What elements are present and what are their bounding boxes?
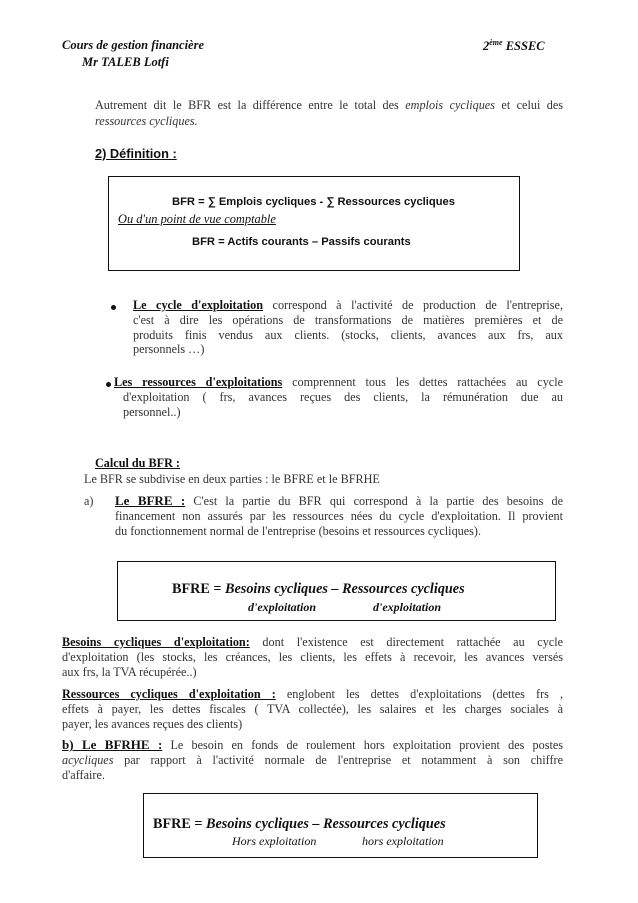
author-name: Mr TALEB Lotfi xyxy=(82,55,169,69)
ressources-line-2: effets à payer, les dettes fiscales ( TVA collectée), les salaires et les charges sociales à xyxy=(62,701,563,716)
intro-text-end: et celui des xyxy=(501,98,564,112)
definition-title: 2) Définition : xyxy=(95,146,177,161)
intro-text-start: Autrement dit le BFR est la différence entre le total des xyxy=(95,98,399,112)
bfre-def-line-2: financement non assurés par les ressources nées du cycle d'exploitation. Il provient xyxy=(115,508,563,523)
bullet-ressources-exploitation xyxy=(114,375,563,419)
calcul-intro: Le BFR se subdivise en deux parties : le BFRE et le BFRHE xyxy=(84,472,380,486)
bfrhe-acycliques: acycliques xyxy=(62,752,114,767)
bullet2-line-2: d'exploitation ( frs, avances reçues des clients, la rémunération due au xyxy=(123,389,563,404)
bfrhe-title: b) Le BFRHE : xyxy=(62,737,163,752)
ressources-exploitations-title: Les ressources d'exploitations xyxy=(114,375,283,389)
cycle-exploitation-title: Le cycle d'exploitation xyxy=(133,298,264,312)
bullet1-line-2: c'est à dire les opérations de transformations de matières premières et de xyxy=(133,312,563,327)
intro-emplois-cycliques: emplois cycliques xyxy=(405,98,495,112)
bfrhe-formula: BFRE = Besoins cycliques – Ressources cycliques xyxy=(153,816,446,832)
bfr-formula-cyclic: BFR = ∑ Emplois cycliques - ∑ Ressources cycliques xyxy=(172,196,456,208)
bfrhe-paragraph xyxy=(62,738,563,782)
comptable-note: Ou d'un point de vue comptable xyxy=(118,212,276,226)
school-name: ESSEC xyxy=(505,39,545,54)
bfre-definition xyxy=(115,494,563,538)
ressources-cycliques-paragraph xyxy=(62,687,563,731)
bullet1-line-1: correspond à l'activité de production de l'entreprise, xyxy=(272,298,564,312)
besoins-cycliques-paragraph xyxy=(62,635,563,679)
bullet-icon xyxy=(106,382,111,387)
bullet-icon xyxy=(111,305,116,310)
besoins-line-3: aux frs, la TVA récupérée..) xyxy=(62,664,197,679)
ressources-line-1: englobent les dettes d'exploitations (dettes frs , xyxy=(286,687,563,701)
bfre-def-line-3: du fonctionnement normal de l'entreprise (besoins et ressources cycliques). xyxy=(115,523,482,538)
ressources-cycliques-title: Ressources cycliques d'exploitation : xyxy=(62,687,276,701)
bullet2-line-3: personnel..) xyxy=(123,404,181,419)
bfre-label-a: a) xyxy=(84,494,94,508)
level-number: 2 xyxy=(483,39,490,54)
bfre-sub-ressources: d'exploitation xyxy=(373,600,442,614)
bfre-sub-besoins: d'exploitation xyxy=(248,600,317,614)
level-label xyxy=(483,38,545,54)
bullet2-line-1: comprennent tous les dettes rattachées au cycle xyxy=(292,375,564,389)
bullet1-line-4: personnels …) xyxy=(133,342,205,357)
ressources-line-3: payer, les avances reçues des clients) xyxy=(62,716,243,731)
bfre-def-line-1: C'est la partie du BFR qui correspond à la partie des besoins de xyxy=(193,494,563,508)
bfrhe-sub-ressources: hors exploitation xyxy=(362,834,444,848)
course-title: Cours de gestion financière xyxy=(62,38,205,52)
bfrhe-line-3: d'affaire. xyxy=(62,767,105,782)
besoins-line-2: d'exploitation (les stocks, les créances, les clients, les effets à recevoir, les avances versés xyxy=(62,649,563,664)
bfrhe-sub-besoins: Hors exploitation xyxy=(232,834,317,848)
bfr-formula-comptable: BFR = Actifs courants – Passifs courants xyxy=(192,236,411,248)
besoins-line-1: dont l'existence est directement rattachée au cycle xyxy=(262,635,564,649)
bfrhe-line-1: Le besoin en fonds de roulement hors exploitation provient des postes xyxy=(170,738,563,752)
level-superscript: ème xyxy=(489,38,503,47)
bfre-formula: BFRE = Besoins cycliques – Ressources cycliques xyxy=(172,581,465,597)
intro-ressources-cycliques: ressources cycliques. xyxy=(95,114,198,128)
bfre-title: Le BFRE : xyxy=(115,493,186,508)
bfrhe-line-2: par rapport à l'activité normale de l'entreprise et notamment à son chiffre xyxy=(124,752,564,767)
calcul-title: Calcul du BFR : xyxy=(95,456,180,470)
bullet1-line-3: produits finis vendus aux clients. (stocks, clients, avances aux frs, aux xyxy=(133,327,563,342)
intro-line-1 xyxy=(95,98,563,114)
bullet-cycle-exploitation xyxy=(133,298,563,357)
besoins-cycliques-title: Besoins cycliques d'exploitation: xyxy=(62,635,250,649)
